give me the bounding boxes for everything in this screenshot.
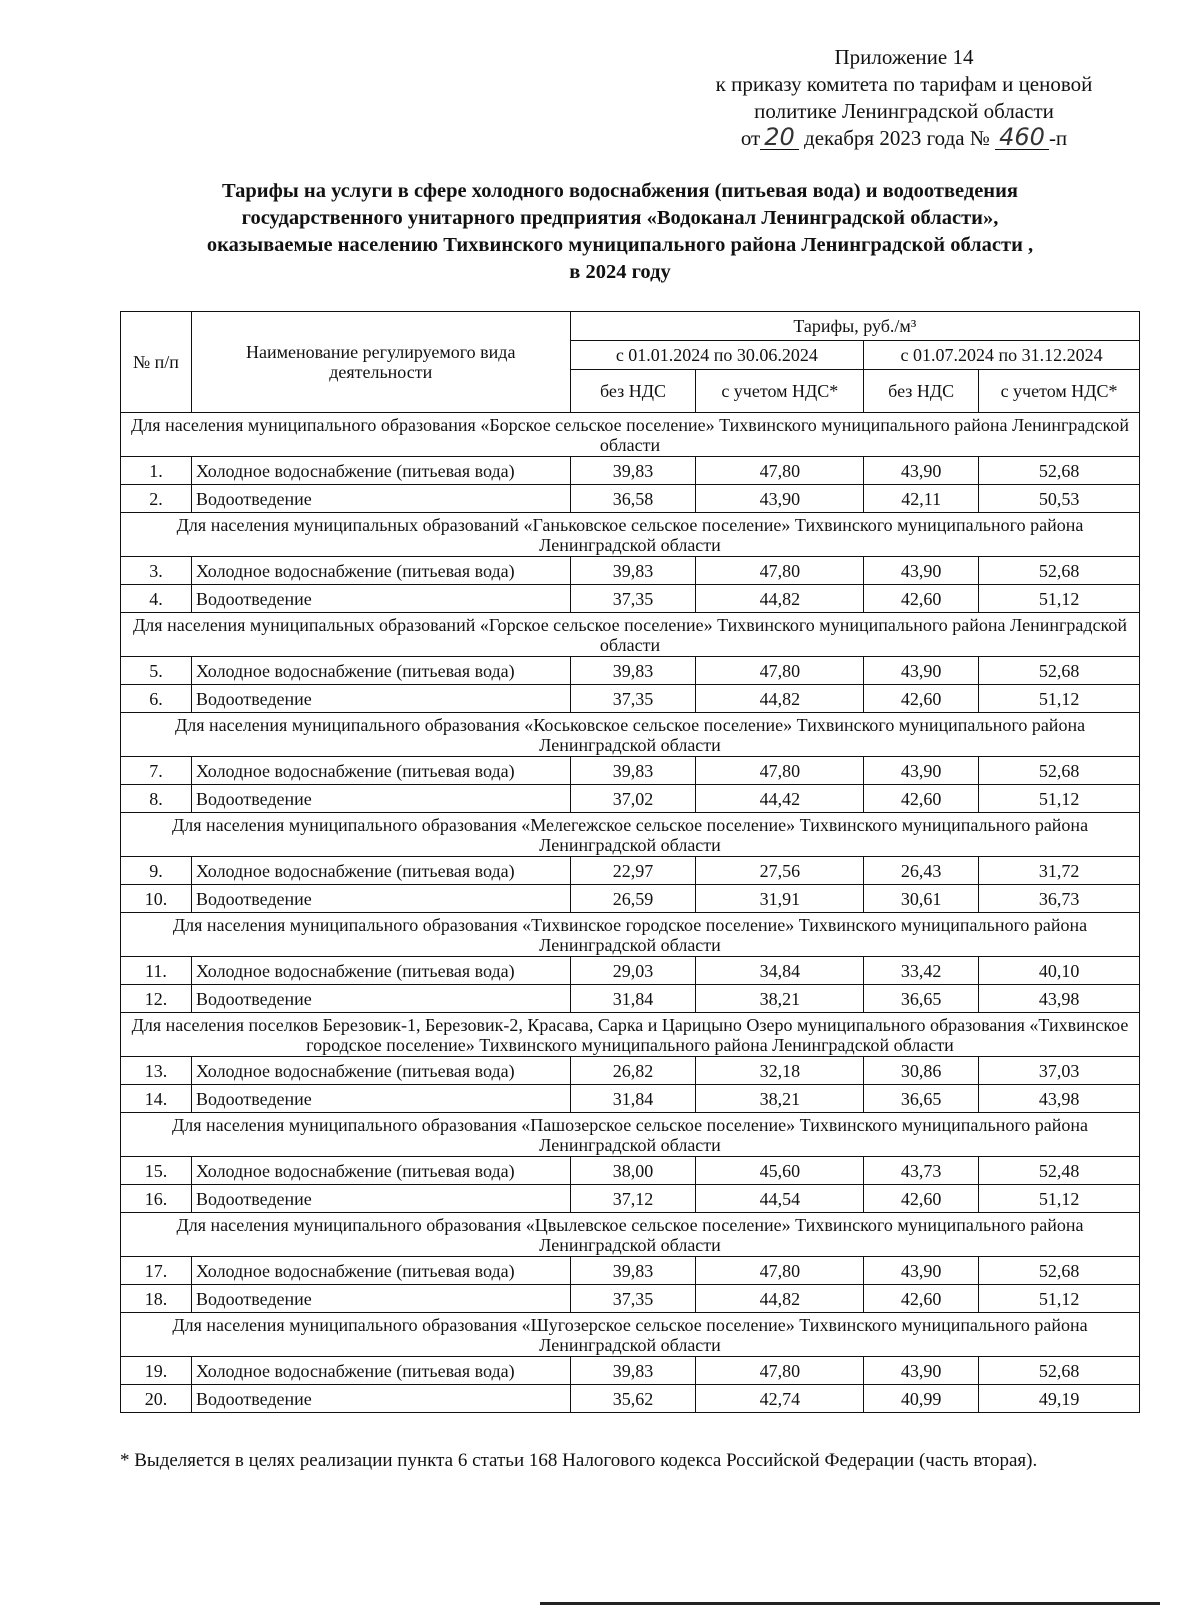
- p2-with-vat-value: 52,68: [979, 1257, 1140, 1285]
- section-row: [121, 513, 1140, 557]
- table-row: [121, 785, 1140, 813]
- p1-no-vat-value: 31,84: [570, 985, 696, 1013]
- vat-footnote: * Выделяется в целях реализации пункта 6 статьи 168 Налогового кодекса Российской Федерации (часть вторая).: [120, 1450, 1038, 1471]
- p2-no-vat-value: 36,65: [864, 1085, 979, 1113]
- p1-no-vat-value: 31,84: [570, 1085, 696, 1113]
- p2-no-vat-value: 43,90: [864, 1357, 979, 1385]
- title-line-2: государственного унитарного предприятия «Водоканал Ленинградской области»,: [241, 207, 999, 229]
- p1-no-vat-value: 37,35: [570, 685, 696, 713]
- p1-no-vat-value: 36,58: [570, 485, 696, 513]
- p1-with-vat-value: 44,54: [696, 1185, 864, 1213]
- p2-no-vat-value: 42,60: [864, 585, 979, 613]
- section-row: [121, 613, 1140, 657]
- activity-name: Холодное водоснабжение (питьевая вода): [191, 1257, 570, 1285]
- p2-no-vat-value: 43,90: [864, 457, 979, 485]
- p1-no-vat-value: 39,83: [570, 757, 696, 785]
- section-row: [121, 713, 1140, 757]
- p1-no-vat-value: 37,35: [570, 1285, 696, 1313]
- p1-with-vat-value: 32,18: [696, 1057, 864, 1085]
- p2-with-vat-value: 52,68: [979, 757, 1140, 785]
- header-num: № п/п: [121, 312, 192, 413]
- activity-name: Холодное водоснабжение (питьевая вода): [191, 957, 570, 985]
- p1-no-vat-value: 29,03: [570, 957, 696, 985]
- section-title: Для населения муниципального образования «Пашозерское сельское поселение» Тихвинского муниципального района Ленинградской области: [121, 1113, 1140, 1157]
- section-title: Для населения муниципального образования «Шугозерское сельское поселение» Тихвинского муниципального района Ленинградской области: [121, 1313, 1140, 1357]
- row-number: 14.: [121, 1085, 192, 1113]
- p2-with-vat-value: 49,19: [979, 1385, 1140, 1413]
- p1-no-vat-value: 39,83: [570, 457, 696, 485]
- table-row: [121, 1285, 1140, 1313]
- activity-name: Холодное водоснабжение (питьевая вода): [191, 757, 570, 785]
- p2-with-vat-value: 31,72: [979, 857, 1140, 885]
- activity-name: Холодное водоснабжение (питьевая вода): [191, 457, 570, 485]
- section-row: [121, 1113, 1140, 1157]
- row-number: 20.: [121, 1385, 192, 1413]
- activity-name: Холодное водоснабжение (питьевая вода): [191, 1057, 570, 1085]
- p1-with-vat-value: 47,80: [696, 657, 864, 685]
- p2-no-vat-value: 30,61: [864, 885, 979, 913]
- section-title: Для населения муниципального образования «Борское сельское поселение» Тихвинского муниципального района Ленинградской области: [121, 413, 1140, 457]
- row-number: 18.: [121, 1285, 192, 1313]
- p1-with-vat-value: 45,60: [696, 1157, 864, 1185]
- p2-no-vat-value: 43,90: [864, 757, 979, 785]
- p2-no-vat-value: 42,60: [864, 1285, 979, 1313]
- p1-with-vat-value: 47,80: [696, 1357, 864, 1385]
- section-row: [121, 813, 1140, 857]
- row-number: 9.: [121, 857, 192, 885]
- p2-no-vat-value: 36,65: [864, 985, 979, 1013]
- activity-name: Водоотведение: [191, 685, 570, 713]
- table-row: [121, 1057, 1140, 1085]
- document-title: [110, 178, 1130, 286]
- order-number-handwritten: 460: [995, 125, 1049, 150]
- p2-with-vat-value: 51,12: [979, 785, 1140, 813]
- p2-no-vat-value: 33,42: [864, 957, 979, 985]
- header-p1-with-vat: с учетом НДС*: [696, 370, 864, 413]
- appendix-order-line: [664, 125, 1144, 152]
- p2-with-vat-value: 52,68: [979, 557, 1140, 585]
- table-row: [121, 1157, 1140, 1185]
- row-number: 10.: [121, 885, 192, 913]
- row-number: 16.: [121, 1185, 192, 1213]
- activity-name: Водоотведение: [191, 1285, 570, 1313]
- table-row: [121, 457, 1140, 485]
- activity-name: Холодное водоснабжение (питьевая вода): [191, 557, 570, 585]
- table-row: [121, 957, 1140, 985]
- p2-no-vat-value: 43,90: [864, 557, 979, 585]
- table-row: [121, 1257, 1140, 1285]
- activity-name: Водоотведение: [191, 885, 570, 913]
- activity-name: Холодное водоснабжение (питьевая вода): [191, 1157, 570, 1185]
- order-suffix: -п: [1048, 126, 1068, 150]
- p1-no-vat-value: 26,59: [570, 885, 696, 913]
- p2-with-vat-value: 51,12: [979, 685, 1140, 713]
- header-p1-no-vat: без НДС: [570, 370, 696, 413]
- table-row: [121, 1085, 1140, 1113]
- order-day-handwritten: 20: [760, 125, 799, 150]
- activity-name: Водоотведение: [191, 1385, 570, 1413]
- p2-with-vat-value: 52,48: [979, 1157, 1140, 1185]
- p1-with-vat-value: 38,21: [696, 985, 864, 1013]
- p1-with-vat-value: 44,42: [696, 785, 864, 813]
- header-tariffs-unit: Тарифы, руб./м³: [570, 312, 1139, 341]
- p2-with-vat-value: 51,12: [979, 1285, 1140, 1313]
- p1-no-vat-value: 22,97: [570, 857, 696, 885]
- activity-name: Водоотведение: [191, 485, 570, 513]
- table-row: [121, 485, 1140, 513]
- p1-with-vat-value: 43,90: [696, 485, 864, 513]
- section-row: [121, 913, 1140, 957]
- p2-with-vat-value: 51,12: [979, 585, 1140, 613]
- appendix-line-2: к приказу комитета по тарифам и ценовой: [715, 72, 1093, 96]
- p2-no-vat-value: 43,73: [864, 1157, 979, 1185]
- activity-name: Холодное водоснабжение (питьевая вода): [191, 857, 570, 885]
- activity-name: Водоотведение: [191, 785, 570, 813]
- row-number: 4.: [121, 585, 192, 613]
- table-row: [121, 557, 1140, 585]
- header-p2-with-vat: с учетом НДС*: [979, 370, 1140, 413]
- p2-no-vat-value: 42,60: [864, 1185, 979, 1213]
- row-number: 2.: [121, 485, 192, 513]
- p1-no-vat-value: 26,82: [570, 1057, 696, 1085]
- activity-name: Водоотведение: [191, 1185, 570, 1213]
- header-period-1: с 01.01.2024 по 30.06.2024: [570, 341, 864, 370]
- p1-no-vat-value: 39,83: [570, 657, 696, 685]
- p1-no-vat-value: 39,83: [570, 1257, 696, 1285]
- section-title: Для населения муниципального образования «Мелегежское сельское поселение» Тихвинского муниципального района Ленинградской области: [121, 813, 1140, 857]
- p1-with-vat-value: 44,82: [696, 1285, 864, 1313]
- section-row: [121, 1313, 1140, 1357]
- row-number: 19.: [121, 1357, 192, 1385]
- scan-edge-line: [540, 1602, 1160, 1605]
- p2-no-vat-value: 43,90: [864, 657, 979, 685]
- p2-no-vat-value: 30,86: [864, 1057, 979, 1085]
- p1-with-vat-value: 44,82: [696, 685, 864, 713]
- tariffs-table-body: [121, 413, 1140, 1413]
- row-number: 7.: [121, 757, 192, 785]
- table-row: [121, 1185, 1140, 1213]
- p2-with-vat-value: 43,98: [979, 1085, 1140, 1113]
- p1-with-vat-value: 42,74: [696, 1385, 864, 1413]
- table-row: [121, 885, 1140, 913]
- date-prefix: от: [740, 126, 761, 150]
- appendix-line-3: политике Ленинградской области: [754, 99, 1054, 123]
- row-number: 5.: [121, 657, 192, 685]
- p1-no-vat-value: 35,62: [570, 1385, 696, 1413]
- p1-with-vat-value: 47,80: [696, 757, 864, 785]
- p2-no-vat-value: 42,60: [864, 785, 979, 813]
- p1-with-vat-value: 31,91: [696, 885, 864, 913]
- p2-no-vat-value: 42,11: [864, 485, 979, 513]
- title-line-1: Тарифы на услуги в сфере холодного водоснабжения (питьевая вода) и водоотведения: [221, 180, 1019, 202]
- row-number: 12.: [121, 985, 192, 1013]
- p2-no-vat-value: 42,60: [864, 685, 979, 713]
- activity-name: Холодное водоснабжение (питьевая вода): [191, 657, 570, 685]
- title-line-3: оказываемые населению Тихвинского муниципального района Ленинградской области ,: [206, 234, 1034, 256]
- p1-with-vat-value: 47,80: [696, 557, 864, 585]
- table-row: [121, 685, 1140, 713]
- title-line-4: в 2024 году: [569, 261, 671, 283]
- p1-no-vat-value: 37,35: [570, 585, 696, 613]
- p2-with-vat-value: 50,53: [979, 485, 1140, 513]
- activity-name: Холодное водоснабжение (питьевая вода): [191, 1357, 570, 1385]
- tariffs-table: [120, 311, 1140, 1413]
- appendix-header: [664, 44, 1144, 152]
- table-row: [121, 585, 1140, 613]
- p1-no-vat-value: 39,83: [570, 557, 696, 585]
- p1-with-vat-value: 38,21: [696, 1085, 864, 1113]
- p2-with-vat-value: 43,98: [979, 985, 1140, 1013]
- section-row: [121, 413, 1140, 457]
- p1-with-vat-value: 44,82: [696, 585, 864, 613]
- table-row: [121, 1357, 1140, 1385]
- section-title: Для населения муниципальных образований «Ганьковское сельское поселение» Тихвинского муниципального района Ленинградской области: [121, 513, 1140, 557]
- section-row: [121, 1013, 1140, 1057]
- p1-no-vat-value: 38,00: [570, 1157, 696, 1185]
- p2-with-vat-value: 52,68: [979, 1357, 1140, 1385]
- tariffs-table-header: [121, 312, 1140, 413]
- p2-no-vat-value: 40,99: [864, 1385, 979, 1413]
- p1-with-vat-value: 34,84: [696, 957, 864, 985]
- row-number: 6.: [121, 685, 192, 713]
- row-number: 17.: [121, 1257, 192, 1285]
- p2-with-vat-value: 40,10: [979, 957, 1140, 985]
- appendix-line-1: Приложение 14: [834, 45, 974, 69]
- header-p2-no-vat: без НДС: [864, 370, 979, 413]
- p1-with-vat-value: 47,80: [696, 457, 864, 485]
- section-title: Для населения поселков Березовик-1, Березовик-2, Красава, Сарка и Царицыно Озеро муниципального образования «Тихвинское городское поселение» Тихвинского муниципального района Ленинградской области: [121, 1013, 1140, 1057]
- p1-no-vat-value: 37,12: [570, 1185, 696, 1213]
- row-number: 13.: [121, 1057, 192, 1085]
- header-period-2: с 01.07.2024 по 31.12.2024: [864, 341, 1140, 370]
- row-number: 3.: [121, 557, 192, 585]
- header-activity-name: Наименование регулируемого вида деятельности: [191, 312, 570, 413]
- p2-with-vat-value: 52,68: [979, 457, 1140, 485]
- p1-with-vat-value: 47,80: [696, 1257, 864, 1285]
- row-number: 15.: [121, 1157, 192, 1185]
- p1-no-vat-value: 37,02: [570, 785, 696, 813]
- p2-with-vat-value: 51,12: [979, 1185, 1140, 1213]
- date-middle: декабря 2023 года №: [804, 126, 990, 150]
- table-row: [121, 857, 1140, 885]
- table-row: [121, 1385, 1140, 1413]
- p2-no-vat-value: 26,43: [864, 857, 979, 885]
- row-number: 11.: [121, 957, 192, 985]
- section-title: Для населения муниципальных образований «Горское сельское поселение» Тихвинского муниципального района Ленинградской области: [121, 613, 1140, 657]
- p2-with-vat-value: 37,03: [979, 1057, 1140, 1085]
- section-title: Для населения муниципального образования «Цвылевское сельское поселение» Тихвинского муниципального района Ленинградской области: [121, 1213, 1140, 1257]
- table-row: [121, 657, 1140, 685]
- section-row: [121, 1213, 1140, 1257]
- section-title: Для населения муниципального образования «Тихвинское городское поселение» Тихвинского муниципального района Ленинградской области: [121, 913, 1140, 957]
- row-number: 8.: [121, 785, 192, 813]
- table-row: [121, 985, 1140, 1013]
- activity-name: Водоотведение: [191, 985, 570, 1013]
- p2-no-vat-value: 43,90: [864, 1257, 979, 1285]
- p1-with-vat-value: 27,56: [696, 857, 864, 885]
- p1-no-vat-value: 39,83: [570, 1357, 696, 1385]
- table-row: [121, 757, 1140, 785]
- activity-name: Водоотведение: [191, 585, 570, 613]
- section-title: Для населения муниципального образования «Коськовское сельское поселение» Тихвинского муниципального района Ленинградской области: [121, 713, 1140, 757]
- row-number: 1.: [121, 457, 192, 485]
- activity-name: Водоотведение: [191, 1085, 570, 1113]
- p2-with-vat-value: 52,68: [979, 657, 1140, 685]
- p2-with-vat-value: 36,73: [979, 885, 1140, 913]
